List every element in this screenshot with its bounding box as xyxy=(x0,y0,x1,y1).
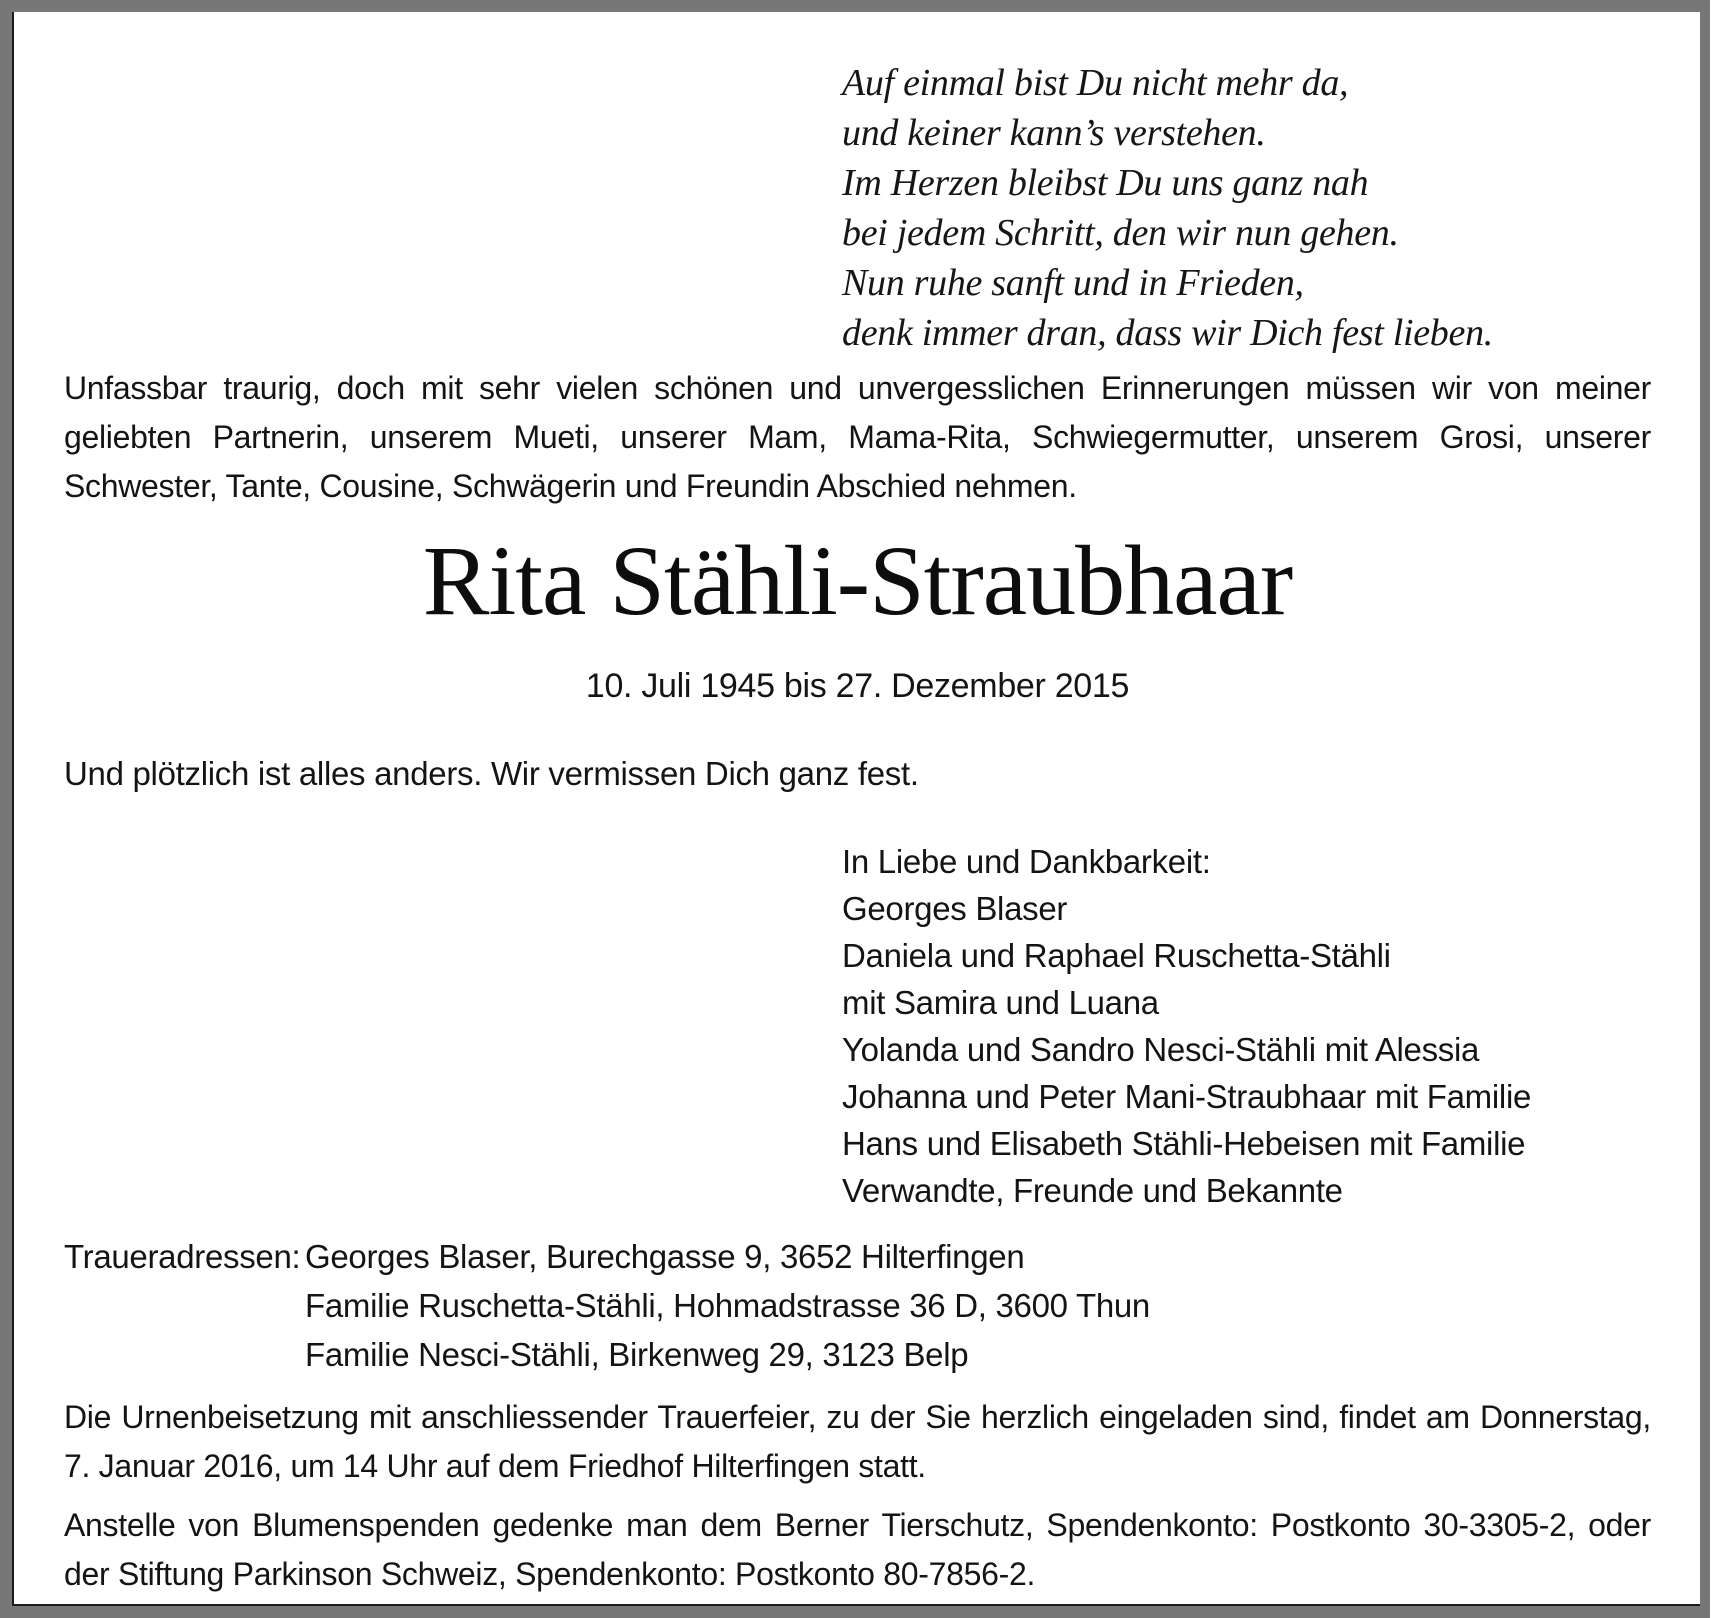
obituary-sheet xyxy=(12,12,1700,1606)
funeral-paragraph: Die Urnenbeisetzung mit anschliessender Trauerfeier, zu der Sie herzlich eingeladen sind, findet am Donnerstag, 7. Januar 2016, um 14 Uhr auf dem Friedhof Hilterfingen statt. xyxy=(64,1399,1651,1484)
life-dates: 10. Juli 1945 bis 27. Dezember 2015 xyxy=(585,667,1130,705)
mourner-name: Hans und Elisabeth Stähli-Hebeisen mit Familie xyxy=(842,1125,1526,1162)
poem-line: bei jedem Schritt, den wir nun gehen. xyxy=(842,212,1399,254)
lead-sentence: Und plötzlich ist alles anders. Wir vermissen Dich ganz fest. xyxy=(64,755,919,792)
addresses-lines xyxy=(305,1232,1150,1379)
mourner-name: Daniela und Raphael Ruschetta-Stähli xyxy=(842,937,1391,974)
obituary-content xyxy=(14,12,1700,1604)
poem-line: Im Herzen bleibst Du uns ganz nah xyxy=(842,162,1369,204)
poem-line: und keiner kann’s verstehen. xyxy=(842,112,1266,154)
mourners-list xyxy=(842,838,1651,1214)
address-line: Familie Ruschetta-Stähli, Hohmadstrasse 36 D, 3600 Thun xyxy=(305,1287,1150,1324)
poem-line: Auf einmal bist Du nicht mehr da, xyxy=(842,62,1349,104)
poem-line: denk immer dran, dass wir Dich fest lieben. xyxy=(842,312,1493,354)
donations-paragraph: Anstelle von Blumenspenden gedenke man dem Berner Tierschutz, Spendenkonto: Postkonto 30-3305-2, oder der Stiftung Parkinson Schweiz, Spendenkonto: Postkonto 80-7856-2. xyxy=(64,1507,1651,1592)
mourner-name: Yolanda und Sandro Nesci-Stähli mit Alessia xyxy=(842,1031,1480,1068)
addresses-label: Traueradressen: xyxy=(64,1238,301,1275)
mourner-name: Johanna und Peter Mani-Straubhaar mit Familie xyxy=(842,1078,1532,1115)
mourners-heading: In Liebe und Dankbarkeit: xyxy=(842,843,1211,880)
poem-line: Nun ruhe sanft und in Frieden, xyxy=(842,262,1304,304)
mourner-name: Georges Blaser xyxy=(842,890,1068,927)
mourner-name: Verwandte, Freunde und Bekannte xyxy=(842,1172,1343,1209)
deceased-name: Rita Stähli-Straubhaar xyxy=(422,525,1293,636)
address-line: Georges Blaser, Burechgasse 9, 3652 Hilterfingen xyxy=(305,1238,1025,1275)
address-line: Familie Nesci-Stähli, Birkenweg 29, 3123 Belp xyxy=(305,1336,969,1373)
mourning-addresses xyxy=(64,1232,1651,1379)
intro-paragraph: Unfassbar traurig, doch mit sehr vielen schönen und unvergesslichen Erinnerungen müssen wir von meiner geliebten Partnerin, unserem Mueti, unserer Mam, Mama-Rita, Schwiegermutter, unserem Grosi, unserer Schwester, Tante, Cousine, Schwägerin und Freundin Abschied nehmen. xyxy=(64,370,1651,504)
memorial-poem xyxy=(842,58,1651,358)
mourner-name: mit Samira und Luana xyxy=(842,984,1159,1021)
